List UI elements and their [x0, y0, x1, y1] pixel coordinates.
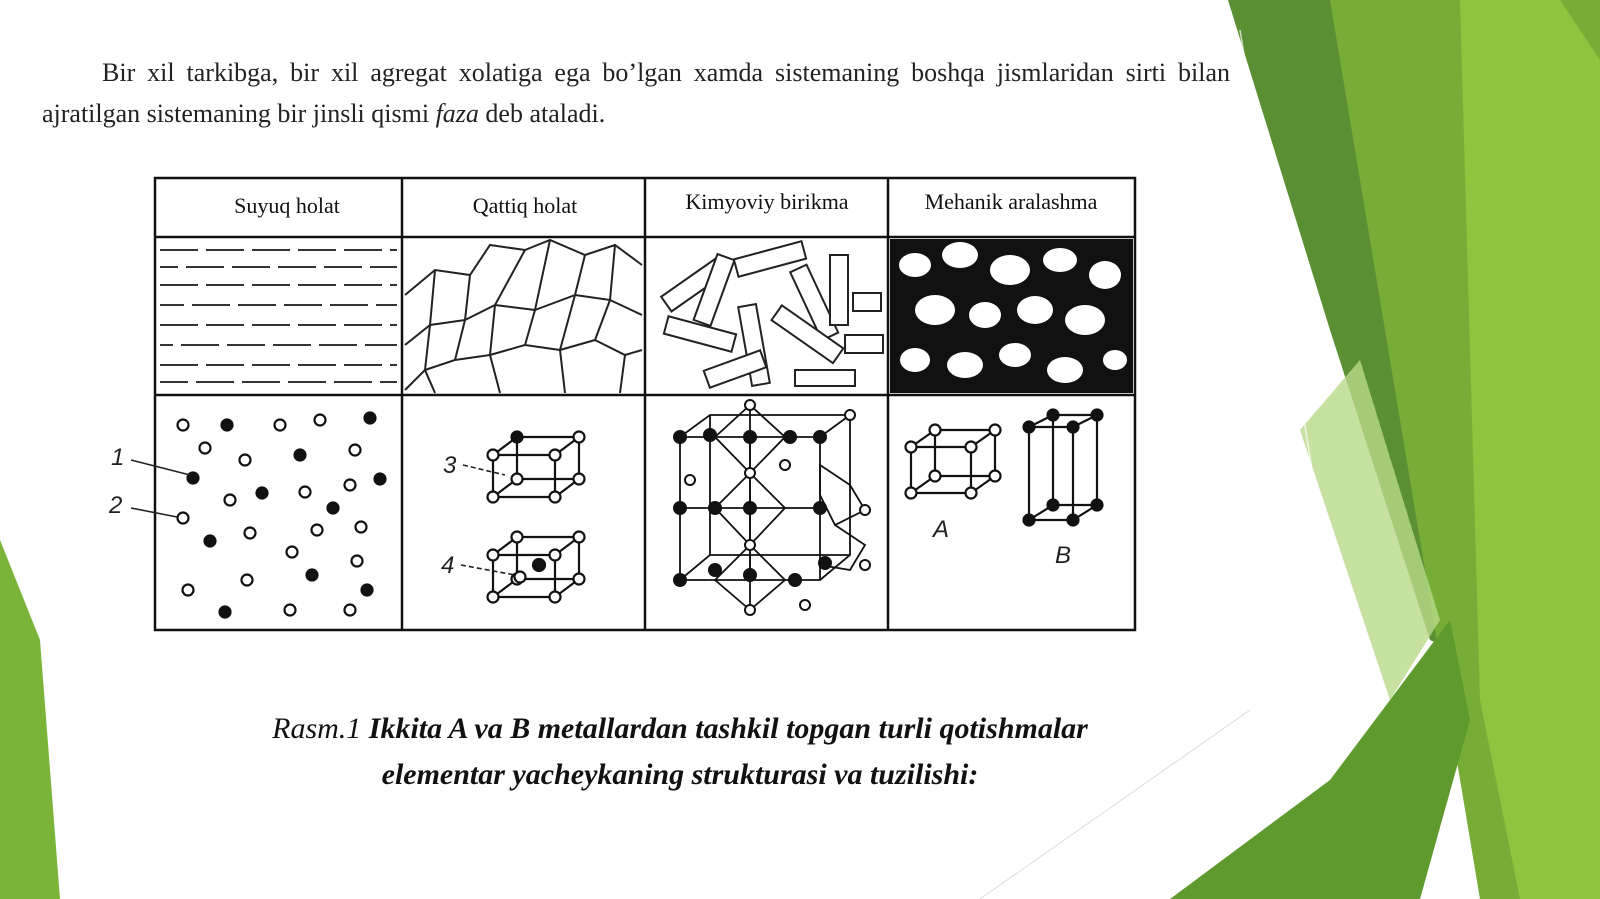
- label-3: 3: [443, 452, 457, 479]
- mixture-unit-cells: [906, 410, 1103, 526]
- header-liquid-state: Suyuq holat: [234, 193, 340, 218]
- liquid-atoms: [178, 413, 386, 618]
- compound-structure-plates: [661, 241, 883, 387]
- header-mechanical-mixture: Mehanik aralashma: [924, 189, 1098, 214]
- solid-grain-structure: [405, 240, 642, 393]
- solid-unit-cells: [488, 432, 585, 603]
- label-a: A: [933, 516, 950, 543]
- header-chemical-compound: Kimyoviy birikma: [685, 189, 849, 214]
- paragraph-term: faza: [435, 99, 479, 128]
- label-b: B: [1055, 542, 1072, 569]
- mixture-structure-blobs: [890, 239, 1133, 393]
- header-solid-state: Qattiq holat: [472, 193, 578, 218]
- caption-line-1: [150, 706, 1210, 752]
- label-2: 2: [109, 492, 123, 519]
- label-leader-lines: [131, 460, 190, 517]
- intro-paragraph: [42, 52, 1230, 134]
- phase-structure-figure: [105, 175, 1165, 645]
- caption-title-line-1: Ikkita A va B metallardan tashkil topgan turli qotishmalar: [368, 712, 1088, 745]
- paragraph-text-after: deb ataladi.: [478, 99, 606, 128]
- label-1: 1: [111, 444, 125, 471]
- paragraph-text-before: Bir xil tarkibga, bir xil agregat xolatiga ega bo’lgan xamda sistemaning boshqa jismlaridan sirti bilan ajratilgan sistemaning bir jinsli qismi: [42, 58, 1230, 128]
- figure-caption: [150, 706, 1210, 798]
- liquid-structure-lines: [160, 250, 397, 382]
- caption-title-line-2: elementar yacheykaning strukturasi va tuzilishi:: [381, 758, 979, 791]
- caption-prefix: Rasm.1: [272, 712, 369, 745]
- label-4: 4: [441, 552, 455, 579]
- bottom-green-wedge: [1170, 620, 1470, 899]
- left-green-stripe: [0, 540, 60, 899]
